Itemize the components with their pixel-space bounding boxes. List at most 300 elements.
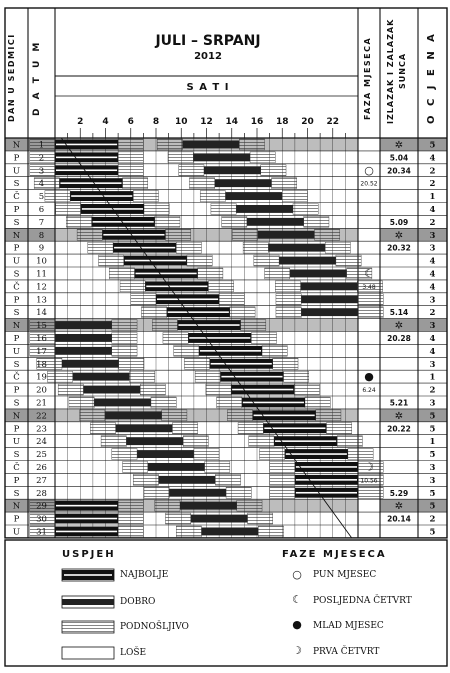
band-fair: [215, 474, 240, 485]
grade-value: 5: [429, 488, 436, 499]
date-number: 13: [36, 295, 47, 306]
band-fair: [133, 191, 158, 202]
band-fair: [118, 139, 143, 150]
weekday-letter: P: [13, 385, 20, 396]
sun-time: 5.14: [389, 308, 409, 318]
date-number: 11: [36, 269, 47, 280]
sun-icon: ✲: [394, 140, 404, 151]
column-header-moon-phase: FAZA MJESECA: [363, 36, 372, 120]
sun-time: 20.32: [387, 243, 411, 253]
weekday-letter: P: [13, 243, 20, 254]
weekday-letter: U: [12, 437, 21, 448]
grade-value: 4: [429, 282, 436, 293]
sun-time: 5.21: [389, 398, 409, 408]
sunday-shade: [380, 228, 447, 241]
band-fair: [118, 152, 143, 163]
band-good: [148, 463, 205, 471]
band-good: [169, 489, 226, 497]
band-fair: [314, 229, 339, 240]
date-number: 2: [38, 153, 45, 164]
weekday-letter: S: [13, 179, 20, 190]
moon-phase-time: 6.24: [362, 387, 376, 395]
band-fair: [226, 487, 251, 498]
grade-value: 3: [429, 359, 436, 370]
moon-legend-label-new: MLAD MJESEC: [313, 621, 384, 631]
band-fair: [131, 294, 156, 305]
hour-tick-label: 8: [152, 117, 160, 127]
band-best-stripe: [71, 195, 132, 197]
band-good: [225, 192, 282, 200]
band-fair: [217, 397, 242, 408]
weekday-letter: U: [12, 256, 21, 267]
band-fair: [358, 294, 383, 305]
band-fair: [123, 178, 148, 189]
band-good: [201, 528, 258, 536]
weekday-letter: S: [13, 398, 20, 409]
hour-tick-label: 2: [77, 117, 84, 127]
band-good: [55, 334, 112, 342]
band-fair: [276, 307, 301, 318]
legend-title: USPJEH: [62, 549, 116, 560]
hour-tick-label: 6: [127, 117, 134, 127]
grade-value: 5: [429, 527, 436, 538]
band-fair: [140, 384, 165, 395]
date-number: 8: [38, 230, 45, 241]
band-best-stripe: [200, 350, 261, 352]
band-best-stripe: [114, 247, 175, 249]
band-fair: [101, 436, 126, 447]
weekday-letter: P: [13, 295, 20, 306]
grade-value: 3: [429, 398, 436, 409]
band-fair: [241, 320, 266, 331]
grade-value: 1: [429, 372, 436, 383]
sun-icon: ✲: [394, 320, 404, 332]
band-best-stripe: [146, 286, 207, 288]
band-good: [236, 205, 293, 213]
band-fair: [222, 216, 247, 227]
band-best-stripe: [125, 260, 186, 262]
band-fair: [227, 410, 252, 421]
date-number: 18: [36, 359, 47, 370]
hour-tick-label: 18: [275, 117, 289, 127]
band-fair: [305, 397, 330, 408]
moon-phase-time: 3.48: [362, 283, 376, 291]
band-fair: [270, 474, 295, 485]
band-fair: [80, 410, 105, 421]
band-good: [193, 153, 250, 161]
band-best-stripe: [221, 376, 282, 378]
band-fair: [56, 204, 81, 215]
band-best-stripe: [296, 492, 357, 494]
band-best-stripe: [56, 505, 117, 507]
band-fair: [66, 216, 91, 227]
band-fair: [163, 333, 188, 344]
band-good: [301, 282, 358, 290]
band-good: [137, 450, 194, 458]
band-fair: [172, 423, 197, 434]
band-fair: [336, 255, 361, 266]
full-moon-icon: ○: [292, 568, 302, 581]
date-number: 9: [38, 243, 45, 254]
sun-time: 20.14: [387, 514, 411, 524]
legend-swatch-best-stripe: [64, 574, 112, 576]
date-number: 19: [36, 372, 47, 383]
weekday-letter: S: [13, 217, 20, 228]
sun-icon: ✲: [394, 230, 404, 242]
year: 2012: [194, 51, 222, 62]
date-number: 21: [36, 398, 47, 409]
date-number: 14: [36, 308, 47, 319]
date-number: 23: [36, 424, 47, 435]
sun-time: 5.29: [389, 488, 409, 498]
band-fair: [47, 371, 72, 382]
date-number: 27: [36, 475, 47, 486]
grade-value: 3: [429, 243, 436, 254]
band-fair: [272, 178, 297, 189]
band-best-stripe: [157, 298, 218, 300]
band-fair: [211, 204, 236, 215]
band-good: [301, 308, 358, 316]
grade-value: 1: [429, 192, 436, 203]
band-best-stripe: [275, 440, 336, 442]
sunday-shade: [380, 409, 447, 422]
moon-legend-title: FAZE MJESECA: [282, 549, 387, 560]
band-fair: [206, 384, 231, 395]
band-good: [258, 231, 315, 239]
band-fair: [58, 384, 83, 395]
date-number: 16: [36, 334, 47, 344]
hour-tick-label: 22: [326, 117, 340, 127]
weekday-letter: N: [12, 321, 21, 332]
band-fair: [250, 152, 275, 163]
band-fair: [275, 281, 300, 292]
sunday-shade: [380, 319, 447, 332]
weekday-letter: N: [12, 230, 21, 241]
column-header-day: DAN U SEDMICI: [7, 33, 16, 123]
band-good: [55, 347, 112, 355]
band-fair: [326, 423, 351, 434]
grade-value: 5: [429, 424, 436, 435]
band-good: [204, 166, 261, 174]
band-fair: [348, 449, 373, 460]
band-fair: [69, 397, 94, 408]
band-best-stripe: [56, 518, 117, 520]
band-fair: [162, 410, 187, 421]
band-best-stripe: [296, 466, 357, 468]
band-fair: [109, 268, 134, 279]
band-fair: [358, 487, 383, 498]
sun-time: 20.22: [387, 424, 411, 434]
grade-value: 4: [429, 256, 436, 267]
weekday-letter: U: [12, 166, 21, 177]
band-good: [290, 270, 347, 278]
band-fair: [118, 165, 143, 176]
date-number: 5: [38, 192, 45, 203]
last-quarter-icon: ☾: [292, 593, 302, 606]
date-number: 26: [36, 463, 47, 473]
band-fair: [168, 152, 193, 163]
band-fair: [260, 449, 285, 460]
band-fair: [77, 229, 102, 240]
hour-tick-label: 16: [250, 117, 264, 127]
band-good: [126, 437, 183, 445]
band-good: [94, 399, 151, 407]
grade-value: 2: [429, 179, 436, 190]
moon-phase-time: 20.52: [360, 180, 378, 188]
grade-value: 4: [429, 205, 436, 215]
date-number: 7: [38, 217, 45, 228]
date-number: 24: [36, 437, 47, 448]
weekday-letter: S: [13, 269, 20, 280]
grade-value: 5: [429, 411, 436, 422]
weekday-letter: Č: [13, 282, 20, 293]
band-fair: [183, 436, 208, 447]
hour-tick-label: 12: [200, 117, 213, 127]
weekday-letter: N: [12, 501, 21, 512]
sun-icon: ✲: [394, 410, 404, 422]
moon-phase-icon: ☾: [364, 267, 374, 280]
column-header-date: D A T U M: [32, 39, 42, 117]
grade-value: 1: [429, 437, 436, 448]
band-fair: [358, 307, 383, 318]
band-fair: [165, 513, 190, 524]
sun-time: 20.34: [387, 166, 411, 176]
band-good: [83, 386, 140, 394]
moon-legend-label-first-quarter: PRVA ČETVRT: [313, 647, 380, 657]
band-good: [105, 411, 162, 419]
band-fair: [265, 268, 290, 279]
grade-value: 4: [429, 346, 436, 357]
weekday-letter: U: [12, 346, 21, 357]
band-fair: [112, 449, 137, 460]
date-number: 15: [36, 321, 47, 332]
grade-value: 3: [429, 295, 436, 306]
band-fair: [239, 139, 264, 150]
band-best-stripe: [103, 234, 164, 236]
band-fair: [237, 500, 262, 511]
band-fair: [238, 423, 263, 434]
band-good: [279, 257, 336, 265]
band-fair: [294, 384, 319, 395]
grade-value: 5: [429, 501, 436, 512]
band-fair: [230, 307, 255, 318]
band-good: [55, 321, 112, 329]
band-fair: [200, 191, 225, 202]
band-best-stripe: [56, 531, 117, 533]
band-fair: [194, 449, 219, 460]
sunday-shade: [380, 138, 447, 151]
band-fair: [316, 410, 341, 421]
weekday-letter: Č: [13, 463, 20, 473]
band-fair: [184, 358, 209, 369]
legend-swatch-fair: [62, 621, 114, 633]
band-good: [247, 218, 304, 226]
band-best-stripe: [189, 337, 250, 339]
date-number: 30: [36, 514, 47, 525]
grade-value: 2: [429, 308, 436, 319]
band-fair: [144, 487, 169, 498]
band-fair: [251, 333, 276, 344]
band-fair: [261, 165, 286, 176]
date-number: 25: [36, 450, 47, 461]
moon-legend-label-full: PUN MJESEC: [313, 570, 377, 580]
band-fair: [232, 229, 257, 240]
date-number: 28: [36, 488, 47, 499]
hours-label: S A T I: [186, 82, 230, 93]
band-fair: [198, 268, 223, 279]
band-good: [268, 244, 325, 252]
grade-value: 5: [429, 450, 436, 461]
band-fair: [152, 320, 177, 331]
band-fair: [118, 513, 143, 524]
hour-tick-label: 10: [174, 117, 188, 127]
band-best-stripe: [286, 453, 347, 455]
grade-value: 3: [429, 321, 436, 332]
moon-legend-label-last-quarter: POSLJEDNA ČETVRT: [313, 596, 412, 606]
column-header-grade: O C J E N A: [426, 31, 437, 125]
band-good: [183, 141, 240, 149]
weekday-letter: P: [13, 334, 20, 344]
grade-value: 3: [429, 230, 436, 241]
band-fair: [157, 139, 182, 150]
weekday-letter: N: [12, 140, 21, 151]
weekday-letter: N: [12, 411, 21, 422]
band-fair: [99, 255, 124, 266]
band-best-stripe: [243, 402, 304, 404]
band-best-stripe: [93, 221, 154, 223]
date-number: 29: [36, 501, 47, 512]
band-fair: [282, 191, 307, 202]
weekday-letter: P: [13, 205, 20, 215]
band-fair: [249, 436, 274, 447]
sun-time: 20.28: [387, 334, 411, 343]
moon-phase-icon: ●: [364, 370, 374, 384]
band-fair: [189, 178, 214, 189]
band-best-stripe: [211, 363, 272, 365]
band-best-stripe: [168, 311, 229, 313]
grade-value: 4: [429, 334, 436, 344]
hour-tick-label: 20: [301, 117, 314, 127]
date-number: 3: [38, 166, 45, 177]
grade-value: 5: [429, 140, 436, 151]
weekday-letter: S: [13, 488, 20, 499]
band-fair: [174, 345, 199, 356]
band-fair: [270, 462, 295, 473]
band-best-stripe: [136, 273, 197, 275]
hour-tick-label: 4: [102, 117, 109, 127]
weekday-letter: S: [13, 450, 20, 461]
band-good: [62, 360, 119, 368]
weekday-letter: P: [13, 424, 20, 435]
weekday-letter: P: [13, 475, 20, 486]
legend-swatch-good: [62, 599, 114, 605]
band-best-stripe: [232, 389, 293, 391]
band-fair: [276, 294, 301, 305]
band-fair: [133, 474, 158, 485]
legend-label-good: DOBRO: [120, 597, 156, 607]
band-fair: [179, 165, 204, 176]
band-fair: [248, 513, 273, 524]
legend-label-fair: PODNOŠLJIVO: [120, 622, 189, 632]
band-fair: [129, 371, 154, 382]
date-number: 4: [38, 179, 45, 190]
legend-swatch: [62, 647, 114, 659]
band-fair: [195, 371, 220, 382]
band-fair: [219, 294, 244, 305]
band-fair: [45, 191, 70, 202]
band-fair: [118, 500, 143, 511]
grade-value: 2: [429, 217, 436, 228]
column-header-sunrise-sunset: IZLAZAK I ZALAZAK SUNCA: [386, 18, 407, 124]
legend-label-best: NAJBOLJE: [120, 570, 169, 580]
band-fair: [151, 397, 176, 408]
date-number: 31: [36, 527, 47, 538]
band-fair: [262, 345, 287, 356]
band-fair: [254, 255, 279, 266]
grade-value: 4: [429, 269, 436, 280]
band-fair: [270, 487, 295, 498]
grade-value: 2: [429, 514, 436, 525]
weekday-letter: U: [12, 527, 21, 538]
band-good: [215, 179, 272, 187]
band-fair: [205, 462, 230, 473]
date-number: 20: [36, 385, 47, 396]
band-fair: [337, 436, 362, 447]
band-best-stripe: [56, 157, 117, 159]
grade-value: 2: [429, 166, 436, 177]
weekday-letter: Č: [13, 372, 20, 383]
band-fair: [273, 358, 298, 369]
band-fair: [119, 358, 144, 369]
band-best-stripe: [56, 169, 117, 171]
moon-phase-icon: ☽: [364, 460, 374, 474]
band-fair: [120, 281, 145, 292]
band-fair: [112, 345, 137, 356]
band-fair: [293, 204, 318, 215]
date-number: 22: [36, 411, 47, 422]
hour-tick-label: 14: [225, 117, 239, 127]
sunday-shade: [380, 499, 447, 512]
band-fair: [176, 242, 201, 253]
sun-time: 5.04: [389, 153, 409, 163]
band-good: [73, 373, 130, 381]
weekday-letter: Č: [13, 192, 20, 203]
band-fair: [118, 526, 143, 537]
band-good: [180, 502, 237, 510]
band-fair: [90, 423, 115, 434]
date-number: 6: [38, 205, 45, 215]
band-good: [159, 476, 216, 484]
moon-phase-icon: ○: [364, 163, 374, 177]
band-best-stripe: [178, 324, 239, 326]
date-number: 17: [36, 346, 47, 357]
band-fair: [258, 526, 283, 537]
new-moon-icon: ●: [292, 618, 302, 631]
date-number: 10: [36, 256, 47, 267]
date-number: 12: [36, 282, 47, 293]
band-best-stripe: [264, 427, 325, 429]
weekday-letter: P: [13, 514, 20, 525]
band-fair: [284, 371, 309, 382]
grade-value: 3: [429, 475, 436, 486]
grade-value: 3: [429, 463, 436, 473]
band-fair: [144, 204, 169, 215]
band-fair: [325, 242, 350, 253]
grade-value: 2: [429, 385, 436, 396]
sun-icon: ✲: [394, 501, 404, 513]
band-fair: [123, 462, 148, 473]
band-fair: [155, 500, 180, 511]
